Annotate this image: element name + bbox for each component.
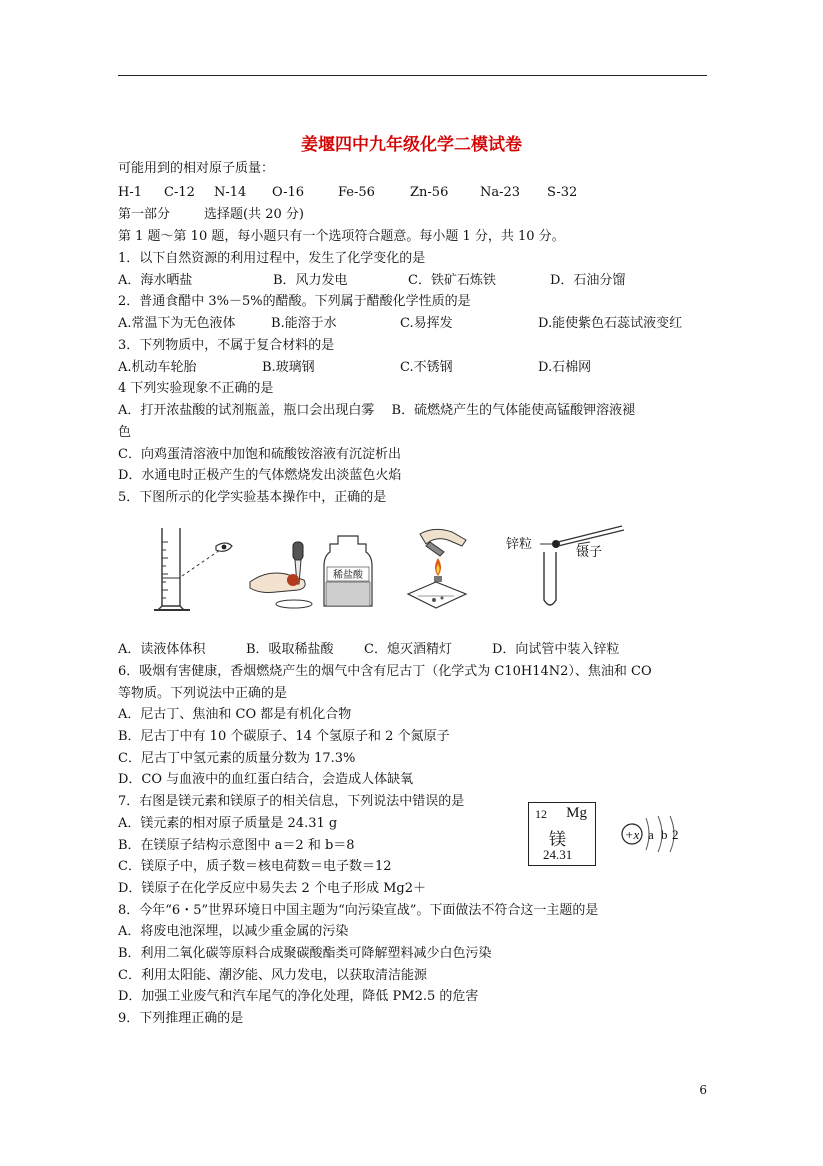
nucleus-label: +x: [624, 827, 640, 842]
atomic-mass: S-32: [547, 185, 578, 200]
option: D．CO 与血液中的血红蛋白结合，会造成人体缺氧: [118, 772, 414, 787]
alcohol-lamp-figure: [400, 522, 490, 614]
option: C．利用太阳能、潮汐能、风力发电，以获取清洁能源: [118, 968, 427, 983]
option: D．加强工业废气和汽车尾气的净化处理，降低 PM2.5 的危害: [118, 989, 479, 1004]
q8-stem: 8．今年“6・5”世界环境日中国主题为“向污染宣战”。下面做法不符合这一主题的是: [118, 903, 599, 918]
atomic-number: 12: [535, 807, 547, 821]
atomic-mass: N-14: [214, 185, 247, 200]
q4-stem: 4 下列实验现象不正确的是: [118, 381, 274, 396]
option: C．熄灭酒精灯: [364, 642, 452, 657]
option: A．尼古丁、焦油和 CO 都是有机化合物: [118, 707, 352, 722]
atomic-mass: H-1: [118, 185, 143, 200]
q4-option-b-cont: 色: [118, 425, 132, 440]
option: A．将废电池深埋，以减少重金属的污染: [118, 924, 349, 939]
q9-stem: 9．下列推理正确的是: [118, 1011, 244, 1026]
atomic-mass: C-12: [164, 185, 195, 200]
graduated-cylinder-figure: [150, 522, 240, 614]
option: C．镁原子中，质子数＝核电荷数＝电子数＝12: [118, 859, 392, 874]
q1-stem: 1．以下自然资源的利用过程中，发生了化学变化的是: [118, 251, 426, 266]
option: D.石棉网: [538, 360, 592, 375]
instructions: 第 1 题～第 10 题，每小题只有一个选项符合题意。每小题 1 分，共 10 分。: [118, 229, 565, 244]
option: A．读液体体积: [118, 642, 206, 657]
atomic-mass: 24.31: [543, 847, 573, 862]
option: C.不锈钢: [400, 360, 453, 375]
q2-stem: 2．普通食醋中 3%－5%的醋酸。下列属于醋酸化学性质的是: [118, 294, 471, 309]
dropper-bottle-figure: [246, 522, 396, 614]
option: B．风力发电: [273, 273, 348, 288]
q3-stem: 3．下列物质中，不属于复合材料的是: [118, 338, 335, 353]
option: D．镁原子在化学反应中易失去 2 个电子形成 Mg2＋: [118, 881, 426, 896]
option: D.能使紫色石蕊试液变红: [538, 316, 683, 331]
atomic-mass: Zn-56: [410, 185, 449, 200]
option: C．尼古丁中氢元素的质量分数为 17.3%: [118, 751, 356, 766]
option: B．在镁原子结构示意图中 a＝2 和 b＝8: [118, 838, 355, 853]
page-number: 6: [699, 1083, 707, 1097]
q6-stem-cont: 等物质。下列说法中正确的是: [118, 686, 288, 701]
option: B．利用二氧化碳等原料合成聚碳酸酯类可降解塑料减少白色污染: [118, 946, 492, 961]
atom-structure-diagram: [612, 808, 692, 862]
atomic-mass-label: 可能用到的相对原子质量：: [118, 161, 275, 176]
option: A．海水晒盐: [118, 273, 193, 288]
q7-stem: 7．右图是镁元素和镁原子的相关信息，下列说法中错误的是: [118, 794, 465, 809]
option: A.机动车轮胎: [118, 360, 197, 375]
test-tube-figure: [500, 522, 635, 614]
q4-option-ab: A．打开浓盐酸的试剂瓶盖，瓶口会出现白雾 B．硫燃烧产生的气体能使高锰酸钾溶液褪: [118, 403, 636, 418]
option: B．吸取稀盐酸: [246, 642, 334, 657]
option: C.易挥发: [400, 316, 453, 331]
option: C．铁矿石炼铁: [408, 273, 496, 288]
option: D．向试管中装入锌粒: [492, 642, 620, 657]
shell-a-label: a: [648, 827, 654, 842]
q4-option-c: C．向鸡蛋清溶液中加饱和硫酸铵溶液有沉淀析出: [118, 447, 401, 462]
option: B.玻璃钢: [262, 360, 315, 375]
option: A．镁元素的相对原子质量是 24.31 g: [118, 816, 338, 831]
q5-stem: 5．下图所示的化学实验基本操作中，正确的是: [118, 490, 387, 505]
option: A.常温下为无色液体: [118, 316, 236, 331]
header-rule: [118, 75, 707, 76]
atomic-mass: Na-23: [480, 185, 521, 200]
atomic-mass: O-16: [272, 185, 305, 200]
element-name: 镁: [549, 830, 566, 849]
element-symbol: Mg: [566, 805, 587, 821]
atomic-mass: Fe-56: [338, 185, 375, 200]
option: B.能溶于水: [271, 316, 337, 331]
tweezers-label: 镊子: [576, 545, 603, 560]
zinc-label: 锌粒: [506, 537, 533, 552]
element-card: [528, 802, 596, 866]
shell-c-label: 2: [672, 827, 679, 842]
part-subtitle: 选择题(共 20 分): [204, 207, 304, 222]
shell-b-label: b: [661, 827, 668, 842]
part-label: 第一部分: [118, 207, 171, 222]
option: B．尼古丁中有 10 个碳原子、14 个氢原子和 2 个氮原子: [118, 729, 450, 744]
q6-stem: 6．吸烟有害健康，香烟燃烧产生的烟气中含有尼古丁（化学式为 C10H14N2）、焦油和 CO: [118, 664, 652, 679]
page-title: 姜堰四中九年级化学二模试卷: [301, 135, 522, 155]
acid-label: 稀盐酸: [333, 570, 363, 581]
option: D．石油分馏: [550, 273, 626, 288]
q4-option-d: D．水通电时正极产生的气体燃烧发出淡蓝色火焰: [118, 468, 402, 483]
